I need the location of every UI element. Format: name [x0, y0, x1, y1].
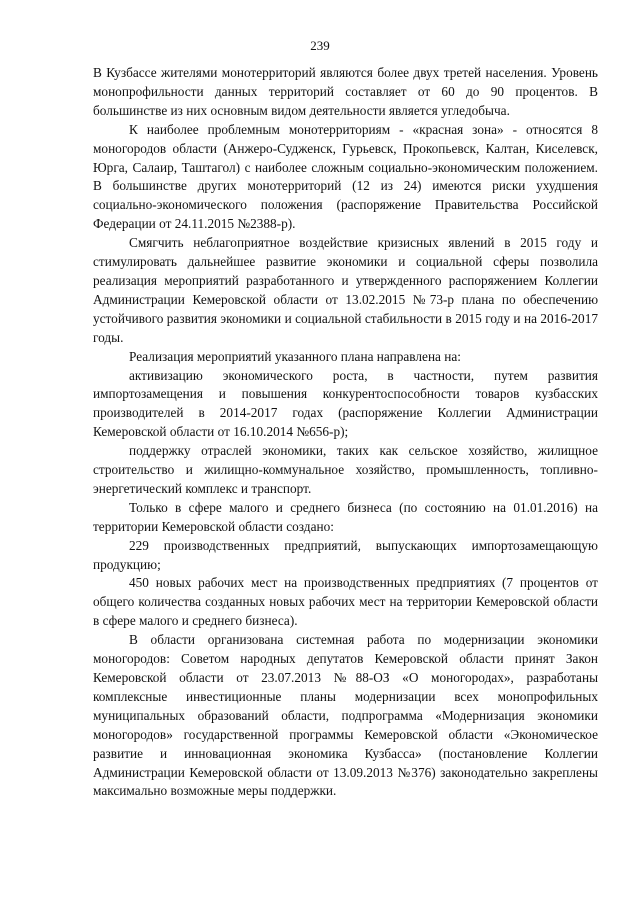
paragraph-1: В Кузбассе жителями монотерриторий являются более двух третей населения. Уровень монопрофильности данных территорий составляет от 60 до 90 процентов. В большинстве из них основным видом деятельности является угледобыча.	[93, 65, 598, 118]
paragraph-3: Смягчить неблагоприятное воздействие кризисных явлений в 2015 году и стимулировать дальнейшее развитие экономики и социальной сферы позволила реализация мероприятий разработанного и утвержденного распоряжением Коллегии Администрации Кемеровской области от 13.02.2015 №73-р плана по обеспечению устойчивого развития экономики и социальной стабильности в 2015 году и на 2016-2017 годы.	[93, 235, 598, 345]
paragraph-2: К наиболее проблемным монотерриториям - «красная зона» - относятся 8 моногородов области (Анжеро-Судженск, Гурьевск, Прокопьевск, Калтан, Киселевск, Юрга, Салаир, Таштагол) с наиболее сложным социально-экономическим положением. В большинстве других монотерриторий (12 из 24) имеются риски ухудшения социально-экономического положения (распоряжение Правительства Российской Федерации от 24.11.2015 №2388-р).	[93, 121, 598, 232]
paragraph-7: Только в сфере малого и среднего бизнеса (по состоянию на 01.01.2016) на территории Кемеровской области создано:	[93, 499, 598, 534]
paragraph-10: В области организована системная работа по модернизации экономики моногородов: Советом народных депутатов Кемеровской области принят Закон Кемеровской области от 23.07.2013 №88-ОЗ «О моногородах», разработаны комплексные инвестиционные планы модернизации всех монопрофильных муниципальных образований области, подпрограмма «Модернизация экономики моногородов» государственной программы Кемеровской области «Экономическое развитие и инновационная экономика Кузбасса» (постановление Коллегии Администрации Кемеровской области от 13.09.2013 №376) законодательно закреплены максимально возможные меры поддержки.	[93, 632, 598, 799]
paragraph-6: поддержку отраслей экономики, таких как сельское хозяйство, жилищное строительство и жилищно-коммунальное хозяйство, промышленность, топливно-энергетический комплекс и транспорт.	[93, 443, 598, 496]
paragraph-8: 229 производственных предприятий, выпускающих импортозамещающую продукцию;	[93, 537, 598, 572]
body-text	[93, 64, 598, 801]
paragraph-9: 450 новых рабочих мест на производственных предприятиях (7 процентов от общего количества созданных новых рабочих мест на территории Кемеровской области в сфере малого и среднего бизнеса).	[93, 575, 598, 629]
paragraph-5: активизацию экономического роста, в частности, путем развития импортозамещения и повышения конкурентоспособности товаров кузбасских производителей в 2014-2017 годах (распоряжение Коллегии Администрации Кемеровской области от 16.10.2014 №656-р);	[93, 367, 598, 440]
page-number: 239	[310, 38, 330, 53]
paragraph-4: Реализация мероприятий указанного плана направлена на:	[129, 348, 461, 364]
